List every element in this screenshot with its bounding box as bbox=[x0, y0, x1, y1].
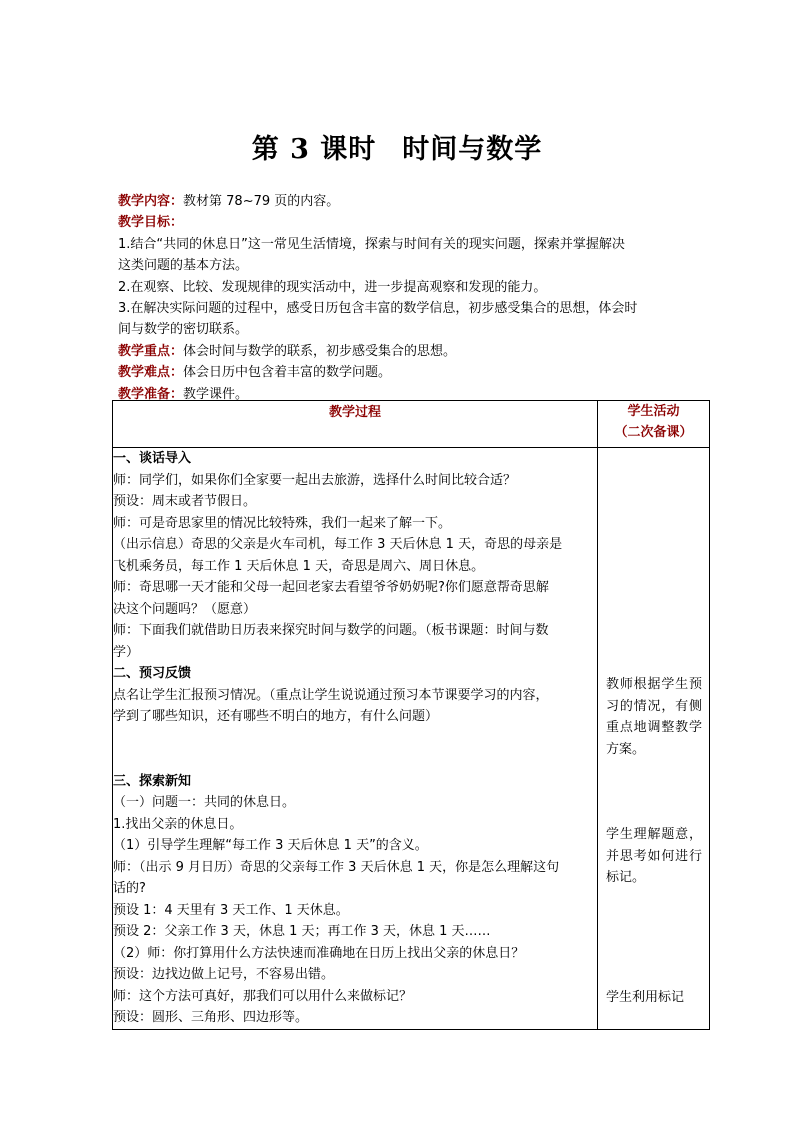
meta-text: 1.结合“共同的休息日”这一常见生活情境，探索与时间有关的现实问题，探索并掌握解决 bbox=[118, 236, 625, 252]
meta-row bbox=[118, 234, 708, 255]
process-line: （2）师：你打算用什么方法快速而准确地在日历上找出父亲的休息日？ bbox=[113, 945, 525, 961]
process-line bbox=[113, 749, 597, 771]
meta-text: 教材第 78~79 页的内容。 bbox=[183, 194, 340, 209]
page-title bbox=[0, 127, 794, 166]
process-line: （1）引导学生理解“每工作 3 天后休息 1 天”的含义。 bbox=[113, 838, 428, 853]
meta-text: 这类问题的基本方法。 bbox=[118, 258, 249, 274]
meta-label: 教学目标： bbox=[118, 215, 184, 231]
meta-text: 体会时间与数学的联系，初步感受集合的思想。 bbox=[183, 343, 457, 359]
process-line: 预设 1：4 天里有 3 天工作、1 天休息。 bbox=[113, 902, 349, 918]
process-line: 师：同学们，如果你们全家要一起出去旅游，选择什么时间比较合适？ bbox=[113, 472, 517, 488]
title-lesson-number: 第 3 课时 bbox=[251, 134, 377, 165]
section-heading: 一、谈话导入 bbox=[113, 451, 192, 466]
process-line: 师：下面我们就借助日历表来探究时间与数学的问题。（板书课题：时间与数 bbox=[113, 623, 549, 638]
meta-row bbox=[118, 362, 708, 383]
table-header-row bbox=[113, 401, 710, 448]
header-student-activity bbox=[598, 401, 710, 448]
meta-label: 教学准备： bbox=[118, 386, 184, 402]
process-line: 点名让学生汇报预习情况。（重点让学生说说通过预习本节课要学习的内容， bbox=[113, 687, 549, 703]
process-line: 预设：周末或者节假日。 bbox=[113, 494, 257, 509]
meta-row bbox=[118, 255, 708, 276]
teaching-process-cell bbox=[113, 448, 598, 1030]
meta-text: 体会日历中包含着丰富的数学问题。 bbox=[183, 365, 392, 381]
lesson-plan-table bbox=[112, 400, 710, 1030]
meta-row bbox=[118, 277, 708, 298]
process-line: 学） bbox=[113, 644, 140, 660]
process-line: （出示信息）奇思的父亲是火车司机，每工作 3 天后休息 1 天，奇思的母亲是 bbox=[113, 537, 563, 552]
meta-text: 2.在观察、比较、发现规律的现实活动中，进一步提高观察和发现的能力。 bbox=[118, 279, 547, 295]
process-line: 师：奇思哪一天才能和父母一起回老家去看望爷爷奶奶呢?你们愿意帮奇思解 bbox=[113, 580, 549, 595]
meta-label: 教学重点： bbox=[118, 343, 184, 359]
header-activity-line1: 学生活动 bbox=[627, 404, 680, 419]
process-line: 预设 2：父亲工作 3 天，休息 1 天；再工作 3 天，休息 1 天…… bbox=[113, 924, 491, 939]
process-line: 预设：圆形、三角形、四边形等。 bbox=[113, 1010, 309, 1025]
meta-text: 间与数学的密切联系。 bbox=[118, 322, 249, 338]
process-line: 飞机乘务员，每工作 1 天后休息 1 天，奇思是周六、周日休息。 bbox=[113, 558, 485, 574]
process-line: 师：（出示 9 月日历）奇思的父亲每工作 3 天后休息 1 天，你是怎么理解这句 bbox=[113, 859, 560, 875]
process-line: 1.找出父亲的休息日。 bbox=[113, 816, 243, 832]
lesson-meta bbox=[118, 191, 708, 405]
process-line: 决这个问题吗？（愿意） bbox=[113, 601, 257, 617]
meta-row bbox=[118, 319, 708, 340]
meta-row bbox=[118, 341, 708, 362]
section-heading: 二、预习反馈 bbox=[113, 666, 192, 681]
process-line: 师：这个方法可真好，那我们可以用什么来做标记？ bbox=[113, 988, 413, 1004]
process-line: 话的? bbox=[113, 881, 146, 896]
process-line: （一）问题一：共同的休息日。 bbox=[113, 795, 296, 810]
title-lesson-name: 时间与数学 bbox=[402, 134, 543, 165]
meta-row bbox=[118, 191, 708, 212]
section-heading: 三、探索新知 bbox=[113, 773, 192, 789]
activity-note: 学生理解题意，并思考如何进行标记。 bbox=[606, 827, 702, 885]
process-line: 师：可是奇思家里的情况比较特殊，我们一起来了解一下。 bbox=[113, 515, 452, 531]
meta-row bbox=[118, 212, 708, 233]
activity-note: 教师根据学生预习的情况，有侧重点地调整教学方案。 bbox=[606, 677, 702, 757]
student-activity-cell bbox=[598, 448, 710, 1030]
meta-text: 教学课件。 bbox=[183, 386, 249, 402]
header-teaching-process: 教学过程 bbox=[113, 401, 598, 448]
meta-row bbox=[118, 298, 708, 319]
table-body-row bbox=[113, 448, 710, 1030]
process-line bbox=[113, 728, 597, 750]
meta-label: 教学难点： bbox=[118, 365, 184, 381]
meta-text: 3.在解决实际问题的过程中，感受日历包含丰富的数学信息，初步感受集合的思想，体会时 bbox=[118, 301, 638, 317]
header-activity-line2: （二次备课） bbox=[614, 425, 693, 440]
activity-note: 学生利用标记 bbox=[606, 990, 685, 1005]
meta-label: 教学内容： bbox=[118, 194, 184, 209]
process-line: 预设：边找边做上记号，不容易出错。 bbox=[113, 967, 335, 982]
process-line: 学到了哪些知识，还有哪些不明白的地方，有什么问题） bbox=[113, 709, 439, 724]
